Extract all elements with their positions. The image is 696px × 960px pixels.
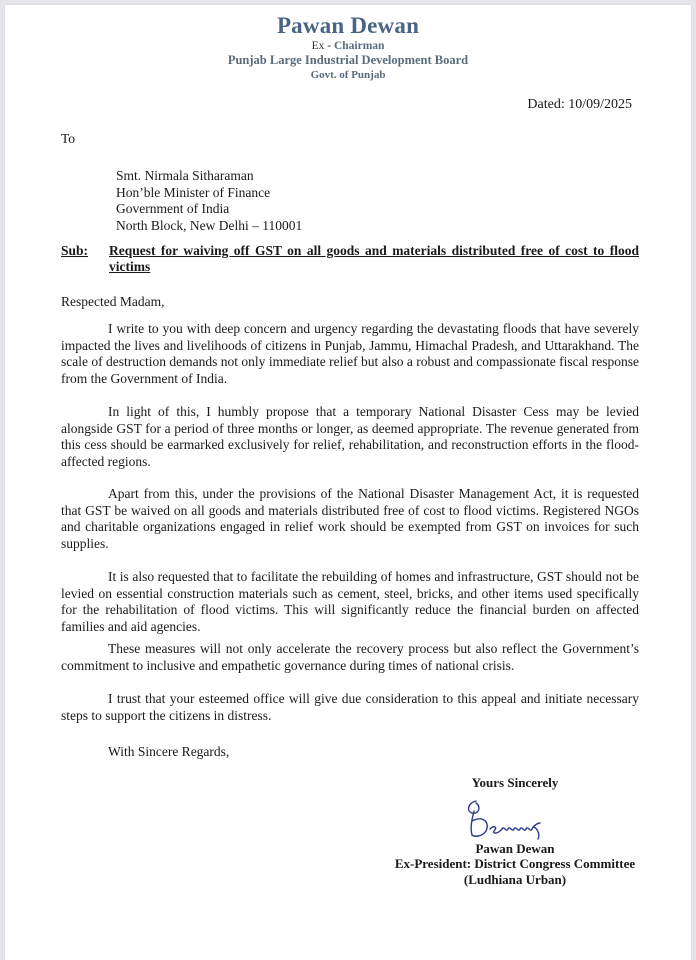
body-paragraph-6: I trust that your esteemed office will give due consideration to this appeal and initiate necessary steps to support the citizens in distress. <box>61 691 639 723</box>
letterhead-organization: Punjab Large Industrial Development Board <box>227 53 469 67</box>
letterhead-title-prefix: Ex - <box>311 40 334 52</box>
signature-block <box>385 775 645 887</box>
letterhead <box>5 13 691 82</box>
letterhead-government: Govt. of Punjab <box>310 69 386 81</box>
body-paragraph-1: I write to you with deep concern and urgency regarding the devastating floods that have severely impacted the lives and livelihoods of citizens in Punjab, Jammu, Himachal Pradesh, and Uttarakhand. The scale of destruction demands not only immediate relief but also a robust and compassionate fiscal response from the Government of India. <box>61 321 639 386</box>
letter-page <box>5 5 691 960</box>
subject-line <box>61 243 639 275</box>
closing: With Sincere Regards, <box>108 744 230 759</box>
body-paragraph-3: Apart from this, under the provisions of the National Disaster Management Act, it is requested that GST be waived on all goods and materials distributed free of cost to flood victims. Registered NGOs and charitable organizations engaged in relief work should be exempted from GST on invoices for such supplies. <box>61 486 639 551</box>
signature-icon <box>385 797 645 841</box>
subject-text: Request for waiving off GST on all goods and materials distributed free of cost to flood victims <box>109 243 639 274</box>
letter-date: Dated: 10/09/2025 <box>527 97 632 112</box>
recipient-designation: Hon’ble Minister of Finance <box>116 184 271 200</box>
yours-sincerely: Yours Sincerely <box>471 775 559 790</box>
body-paragraph-4: It is also requested that to facilitate the rebuilding of homes and infrastructure, GST should not be levied on essential construction materials such as cement, steel, bricks, and other items used specifically for the rehabilitation of flood victims. This will significantly reduce the financial burden on affected families and aid agencies. <box>61 569 639 634</box>
signatory-designation: Ex-President: District Congress Committee <box>394 856 636 871</box>
to-label: To <box>61 131 76 146</box>
recipient-organization: Government of India <box>116 201 230 216</box>
body-paragraph-2: In light of this, I humbly propose that a temporary National Disaster Cess may be levied alongside GST for a period of three months or longer, as deemed appropriate. The revenue generated from this cess should be earmarked exclusively for relief, rehabilitation, and reconstruction efforts in the flood-affected regions. <box>61 404 639 469</box>
letterhead-title <box>5 39 691 53</box>
recipient-name: Smt. Nirmala Sitharaman <box>116 168 254 183</box>
letterhead-title-role: Chairman <box>333 40 385 52</box>
letterhead-name: Pawan Dewan <box>276 13 420 38</box>
signatory-name: Pawan Dewan <box>475 840 555 856</box>
recipient-address <box>116 168 302 234</box>
recipient-location: North Block, New Delhi – 110001 <box>116 217 303 233</box>
subject-label: Sub: <box>61 243 89 258</box>
salutation: Respected Madam, <box>61 294 165 309</box>
body-paragraph-5: These measures will not only accelerate the recovery process but also reflect the Government’s commitment to inclusive and empathetic governance during times of national crisis. <box>61 641 639 673</box>
signatory-unit: (Ludhiana Urban) <box>463 871 567 887</box>
